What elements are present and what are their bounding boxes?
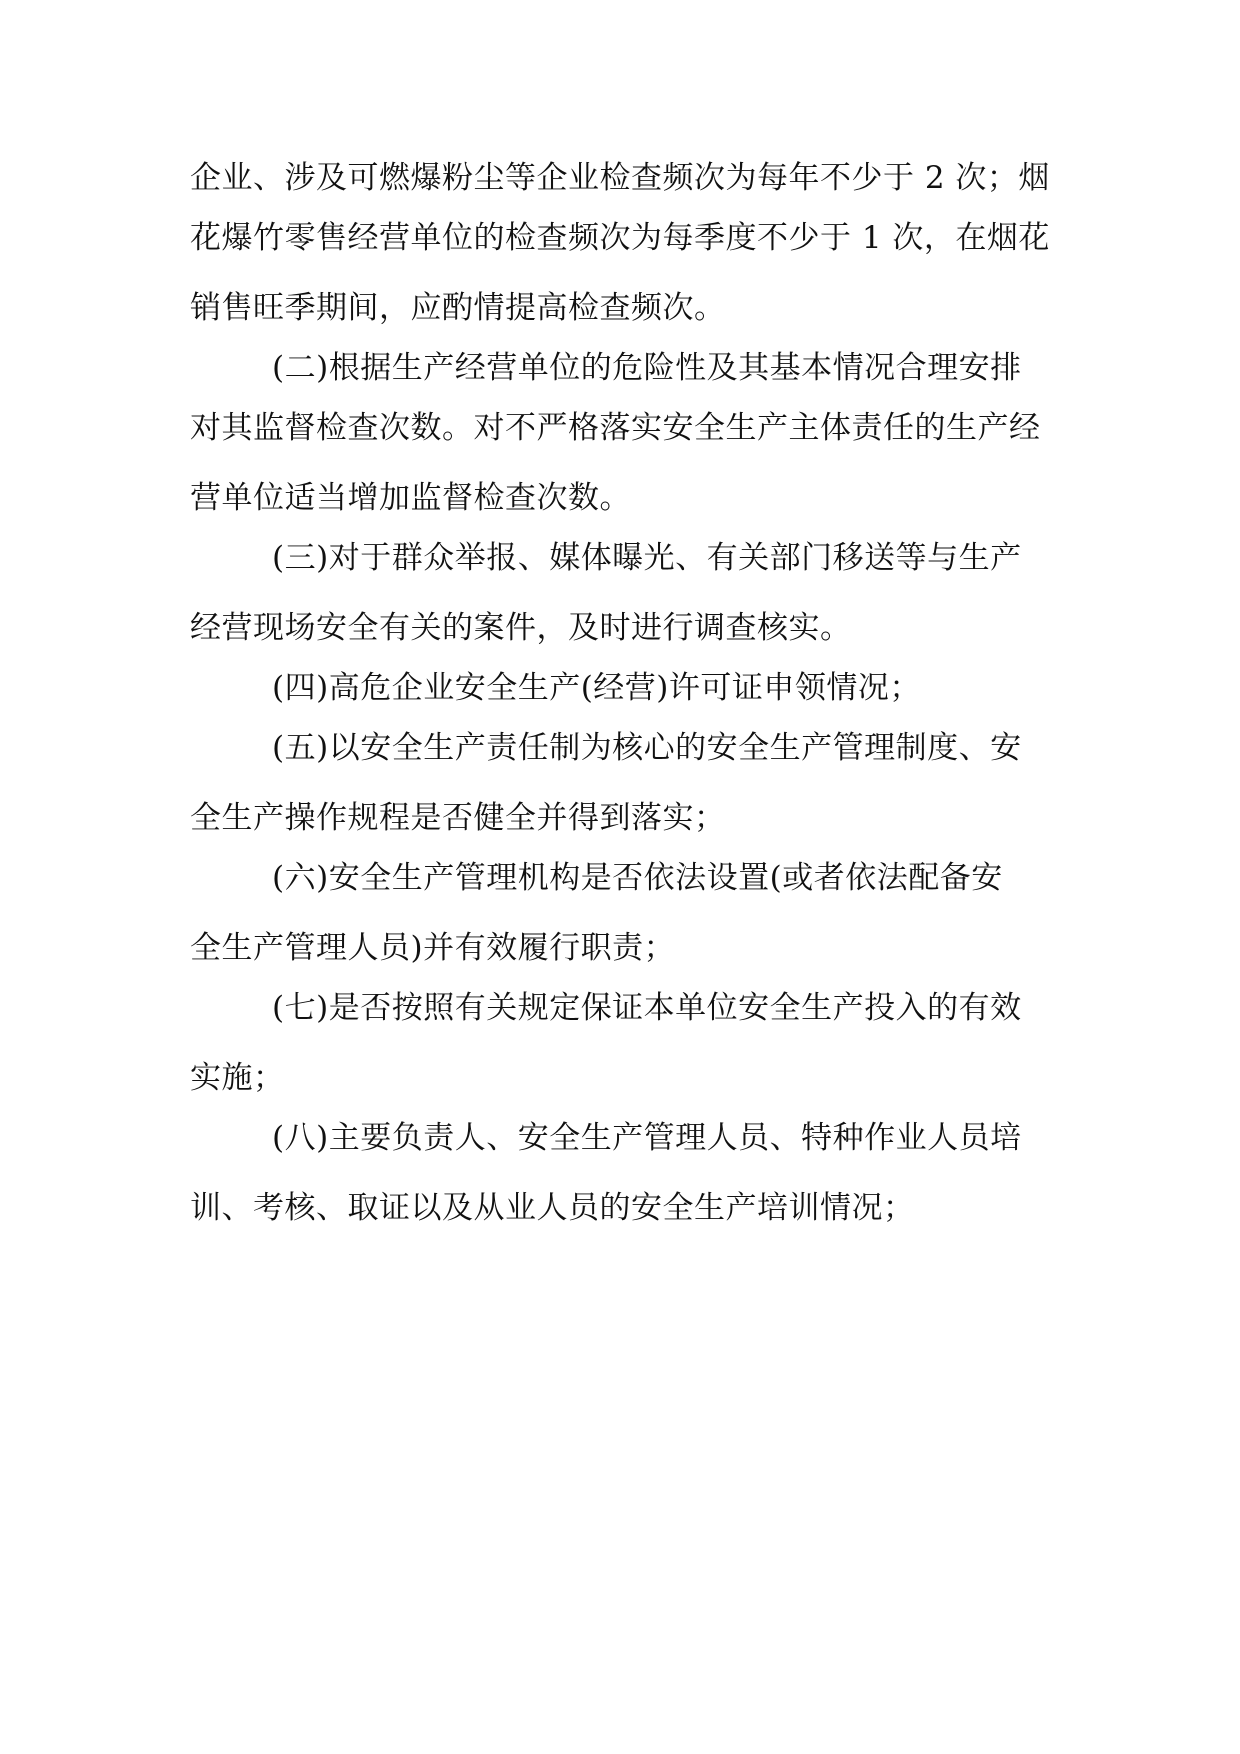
paragraph-line: 经营现场安全有关的案件，及时进行调查核实。 (190, 610, 852, 646)
paragraph-line: 实施； (190, 1060, 285, 1096)
paragraph-line: (七)是否按照有关规定保证本单位安全生产投入的有效 (272, 990, 1022, 1026)
paragraph-line: (六)安全生产管理机构是否依法设置(或者依法配备安 (272, 860, 1003, 896)
paragraph-line: (八)主要负责人、安全生产管理人员、特种作业人员培 (272, 1120, 1022, 1156)
paragraph-line: 对其监督检查次数。对不严格落实安全生产主体责任的生产经 (190, 410, 1041, 446)
paragraph-line: (五)以安全生产责任制为核心的安全生产管理制度、安 (272, 730, 1022, 766)
paragraph-line: 营单位适当增加监督检查次数。 (190, 480, 631, 516)
paragraph-line: 销售旺季期间，应酌情提高检查频次。 (190, 290, 726, 326)
paragraph-line: (三)对于群众举报、媒体曝光、有关部门移送等与生产 (272, 540, 1022, 576)
paragraph-line: 训、考核、取证以及从业人员的安全生产培训情况； (190, 1190, 915, 1226)
paragraph-line: 企业、涉及可燃爆粉尘等企业检查频次为每年不少于 2 次；烟 (190, 160, 1050, 196)
paragraph-line: (四)高危企业安全生产(经营)许可证申领情况； (272, 670, 921, 706)
paragraph-line: 花爆竹零售经营单位的检查频次为每季度不少于 1 次，在烟花 (190, 220, 1050, 256)
paragraph-line: 全生产操作规程是否健全并得到落实； (190, 800, 726, 836)
paragraph-line: 全生产管理人员)并有效履行职责； (190, 930, 676, 966)
paragraph-line: (二)根据生产经营单位的危险性及其基本情况合理安排 (272, 350, 1022, 386)
